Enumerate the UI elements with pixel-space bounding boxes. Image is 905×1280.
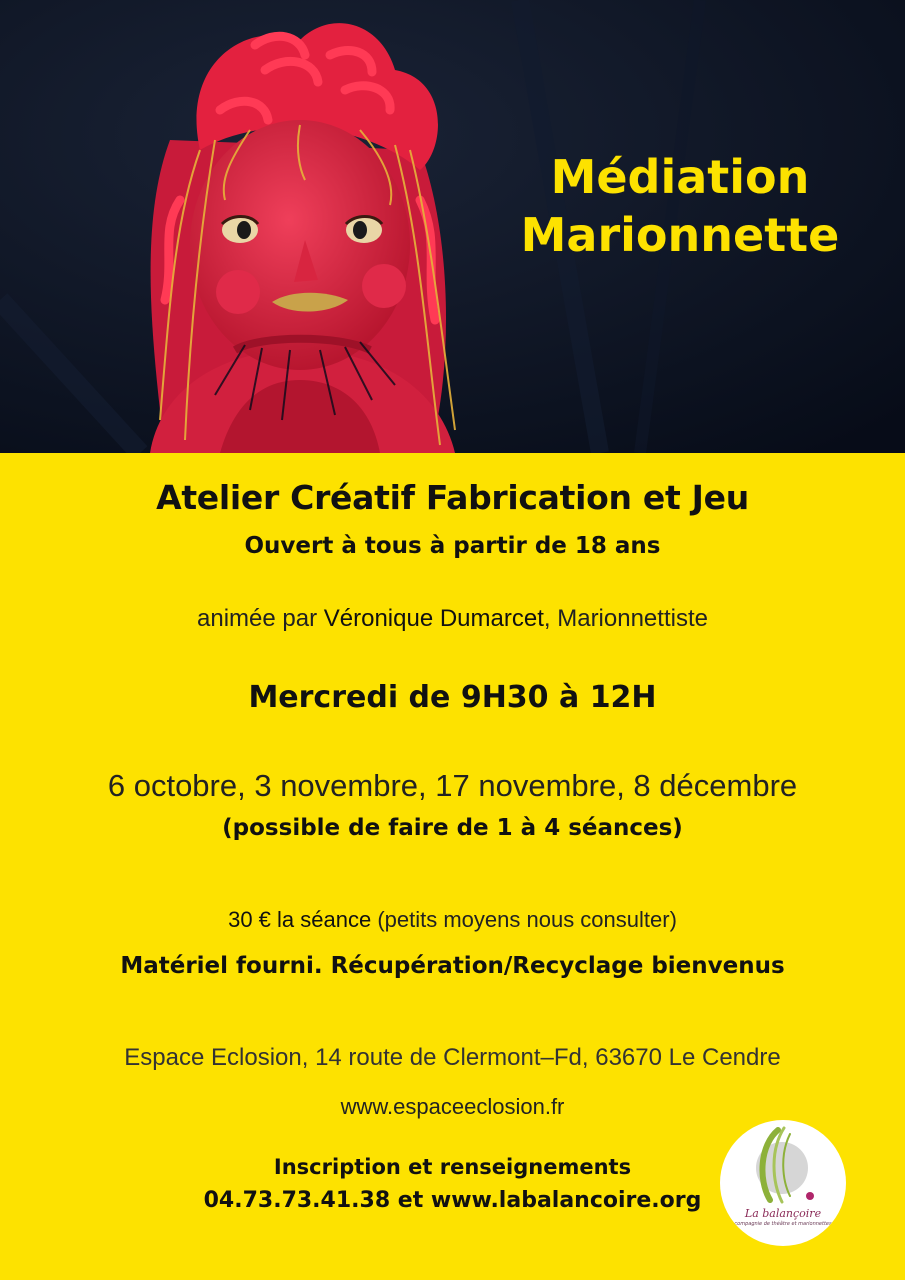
la-balancoire-logo <box>720 1120 846 1246</box>
venue-website[interactable]: www.espaceeclosion.fr <box>340 1094 565 1119</box>
price-line <box>0 907 905 933</box>
animator-prefix: animée par <box>197 605 324 632</box>
logo-name: La balançoire <box>744 1207 822 1220</box>
contact-heading: Inscription et renseignements <box>273 1155 632 1179</box>
animator-role: , Marionnettiste <box>543 605 708 632</box>
balancoire-swirl-icon <box>720 1120 846 1246</box>
puppet-photo <box>0 0 905 453</box>
contact-details: 04.73.73.41.38 et www.labalancoire.org <box>203 1188 702 1213</box>
materials-line: Matériel fourni. Récupération/Recyclage bienvenus <box>120 953 785 979</box>
venue-address: Espace Eclosion, 14 route de Clermont–Fd, 63670 Le Cendre <box>124 1044 781 1071</box>
audience-line: Ouvert à tous à partir de 18 ans <box>244 533 661 559</box>
headline-line-1: Médiation <box>550 150 810 204</box>
dates-line: 6 octobre, 3 novembre, 17 novembre, 8 décembre <box>107 768 798 803</box>
headline <box>500 148 860 264</box>
price-note: (petits moyens nous consulter) <box>371 907 677 932</box>
animator-name: Véronique Dumarcet <box>323 605 544 632</box>
schedule-line: Mercredi de 9H30 à 12H <box>248 680 657 715</box>
workshop-title: Atelier Créatif Fabrication et Jeu <box>156 478 749 517</box>
price-main: 30 € la séance <box>228 907 372 932</box>
logo-tagline: compagnie de théâtre et marionnettes <box>734 1221 832 1227</box>
headline-line-2: Marionnette <box>520 208 840 262</box>
sessions-note: (possible de faire de 1 à 4 séances) <box>222 815 683 841</box>
animator-line <box>0 605 905 633</box>
